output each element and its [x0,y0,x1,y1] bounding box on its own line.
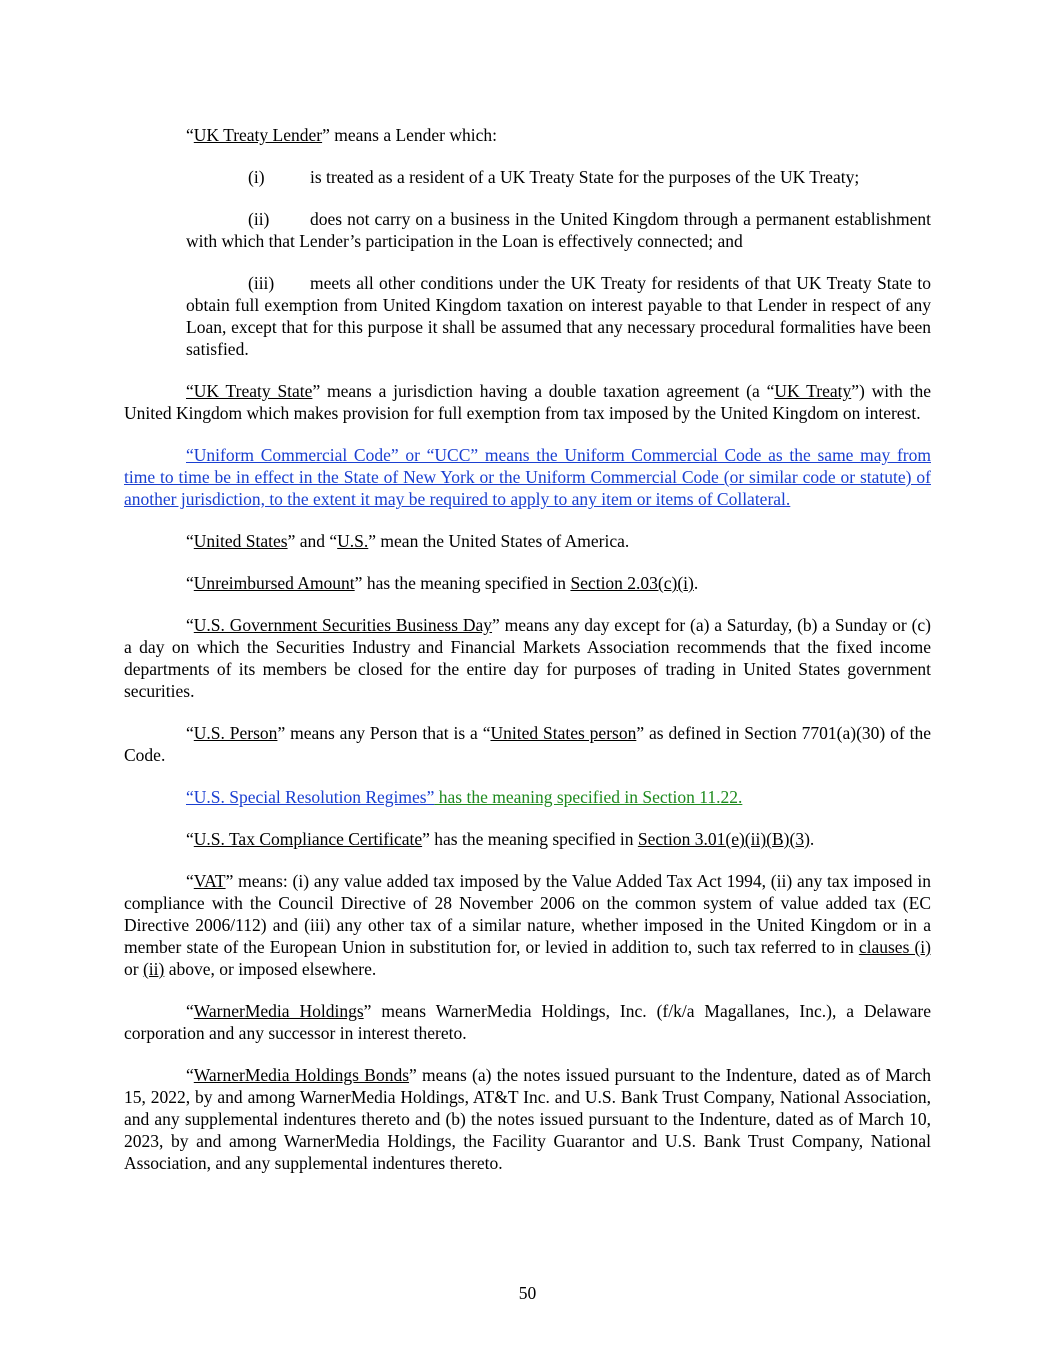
term-us-gsbd: U.S. Government Securities Business Day [193,615,493,635]
def-us-special-resolution-regimes [124,786,931,808]
document-page [124,124,931,1194]
ref-clause-ii: (ii) [142,959,165,979]
term-unreimbursed-amount: Unreimbursed Amount [193,573,355,593]
def-uk-treaty-state: “UK Treaty State” means a jurisdiction having a double taxation agreement (a “UK Treaty”) with the United Kingdom which makes provision for full exemption from tax imposed by the United Kingdom on interest. [124,381,931,423]
def-vat: “VAT” means: (i) any value added tax imposed by the Value Added Tax Act 1994, (ii) any tax imposed in compliance with the Council Directive of 28 November 2006 on the common system of value added tax (EC Directive 2006/112) and (iii) any other tax of a similar nature, whether imposed in the United Kingdom or in a member state of the European Union in substitution for, or levied in addition to, such tax referred to in clauses (i) or (ii) above, or imposed elsewhere. [124,871,931,979]
def-uk-treaty-lender: “UK Treaty Lender” means a Lender which: [186,125,498,145]
us-srr-inserted-text: has the meaning specified in Section 11.22. [434,787,743,807]
ref-section-3-01: Section 3.01(e)(ii)(B)(3) [637,829,810,849]
def-united-states: “United States” and “U.S.” mean the United States of America. [186,531,630,551]
term-us: U.S. [337,531,369,551]
def-ucc [124,444,931,510]
term-uk-treaty: UK Treaty [774,381,852,401]
def-us-tax-compliance-certificate: “U.S. Tax Compliance Certificate” has the meaning specified in Section 3.01(e)(ii)(B)(3). [186,829,815,849]
def-unreimbursed-amount: “Unreimbursed Amount” has the meaning specified in Section 2.03(c)(i). [186,573,699,593]
term-uk-treaty-state: “UK Treaty State [186,381,313,401]
ref-clauses-i: clauses (i) [858,937,931,957]
page-number: 50 [518,1283,537,1303]
term-warnermedia-holdings: WarnerMedia Holdings [193,1001,364,1021]
ucc-inserted-text: “Uniform Commercial Code” or “UCC” means the Uniform Commercial Code as the same may from time to time be in effect in the State of New York or the Uniform Commercial Code (or similar code or statute) of another jurisdiction, to the extent it may be required to apply to any item or items of Collateral. [124,445,931,509]
term-warnermedia-holdings-bonds: WarnerMedia Holdings Bonds [193,1065,410,1085]
def-warnermedia-holdings: “WarnerMedia Holdings” means WarnerMedia Holdings, Inc. (f/k/a Magallanes, Inc.), a Delaware corporation and any successor in interest thereto. [124,1001,932,1043]
def-warnermedia-holdings-bonds: “WarnerMedia Holdings Bonds” means (a) the notes issued pursuant to the Indenture, dated as of March 15, 2022, by and among WarnerMedia Holdings, AT&T Inc. and U.S. Bank Trust Company, National Association, and any supplemental indentures thereto and (b) the notes issued pursuant to the Indenture, dated as of March 10, 2023, by and among WarnerMedia Holdings, the Facility Guarantor and U.S. Bank Trust Company, National Association, and any supplemental indentures thereto. [124,1065,931,1173]
term-united-states-person: United States person [490,723,637,743]
ref-section-2-03: Section 2.03(c)(i) [570,573,694,593]
term-us-person: U.S. Person [193,723,278,743]
term-vat: VAT [193,871,226,891]
clause-i: (i) is treated as a resident of a UK Treaty State for the purposes of the UK Treaty; [248,167,860,187]
def-us-gov-securities-business-day: “U.S. Government Securities Business Day” means any day except for (a) a Saturday, (b) a Sunday or (c) a day on which the Securities Industry and Financial Markets Association recommends that the fixed income departments of its members be closed for the entire day for purposes of trading in United States government securities. [124,615,931,701]
clause-iii: (iii) meets all other conditions under the UK Treaty for residents of that UK Treaty State to obtain full exemption from United Kingdom taxation on interest payable to that Lender in respect of any Loan, except that for this purpose it shall be assumed that any necessary procedural formalities have been satisfied. [186,273,931,359]
term-us-srr: “U.S. Special Resolution Regimes” [186,787,435,807]
term-us-tax-cert: U.S. Tax Compliance Certificate [193,829,423,849]
term-united-states: United States [193,531,288,551]
term-uk-treaty-lender: UK Treaty Lender [193,125,323,145]
def-us-person: “U.S. Person” means any Person that is a “United States person” as defined in Section 7701(a)(30) of the Code. [124,723,931,765]
clause-ii: (ii) does not carry on a business in the United Kingdom through a permanent establishment with which that Lender’s participation in the Loan is effectively connected; and [186,209,931,251]
